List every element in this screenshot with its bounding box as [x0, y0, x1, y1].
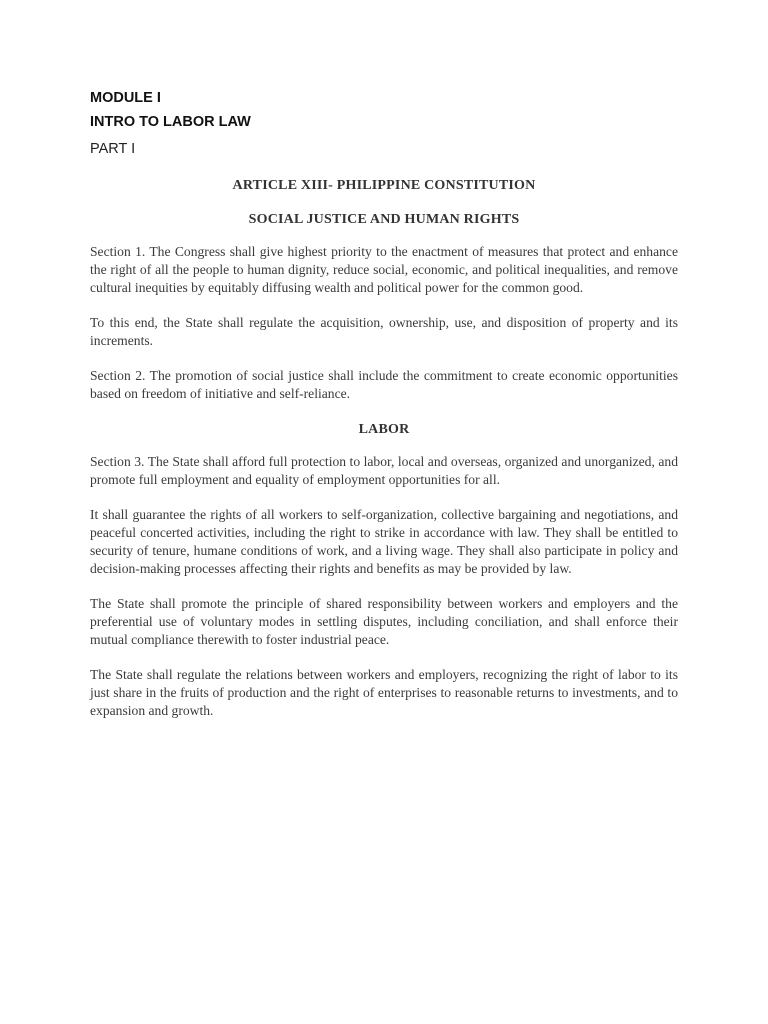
paragraph-property: To this end, the State shall regulate the acquisition, ownership, use, and disposition of property and its increments.: [90, 315, 678, 348]
paragraph-workers-rights: It shall guarantee the rights of all workers to self-organization, collective bargaining and negotiations, and peaceful concerted activities, including the right to strike in accordance with law. They shall be entitled to security of tenure, humane conditions of work, and a living wage. They shall also participate in policy and decision-making processes affecting their rights and benefits as may be provided by law.: [90, 507, 678, 576]
part-label: PART I: [90, 141, 136, 157]
paragraph-relations: The State shall regulate the relations between workers and employers, recognizing the right of labor to its just share in the fruits of production and the right of enterprises to reasonable returns to investments, and to expansion and growth.: [90, 667, 678, 718]
document-title: INTRO TO LABOR LAW: [90, 114, 251, 130]
paragraph-section-1: Section 1. The Congress shall give highest priority to the enactment of measures that protect and enhance the right of all the people to human dignity, reduce social, economic, and political inequalities, and remove cultural inequities by equitably diffusing wealth and political power for the common good.: [90, 244, 678, 295]
subject-heading: SOCIAL JUSTICE AND HUMAN RIGHTS: [248, 212, 520, 227]
labor-heading: LABOR: [358, 422, 410, 437]
paragraph-section-3: Section 3. The State shall afford full protection to labor, local and overseas, organized and unorganized, and promote full employment and equality of employment opportunities for all.: [90, 454, 678, 487]
article-heading: ARTICLE XIII- PHILIPPINE CONSTITUTION: [232, 178, 536, 193]
module-label: MODULE I: [90, 90, 161, 106]
paragraph-shared-responsibility: The State shall promote the principle of shared responsibility between workers and employers and the preferential use of voluntary modes in settling disputes, including conciliation, and shall enforce their mutual compliance therewith to foster industrial peace.: [90, 596, 678, 647]
paragraph-section-2: Section 2. The promotion of social justice shall include the commitment to create economic opportunities based on freedom of initiative and self-reliance.: [90, 368, 678, 401]
